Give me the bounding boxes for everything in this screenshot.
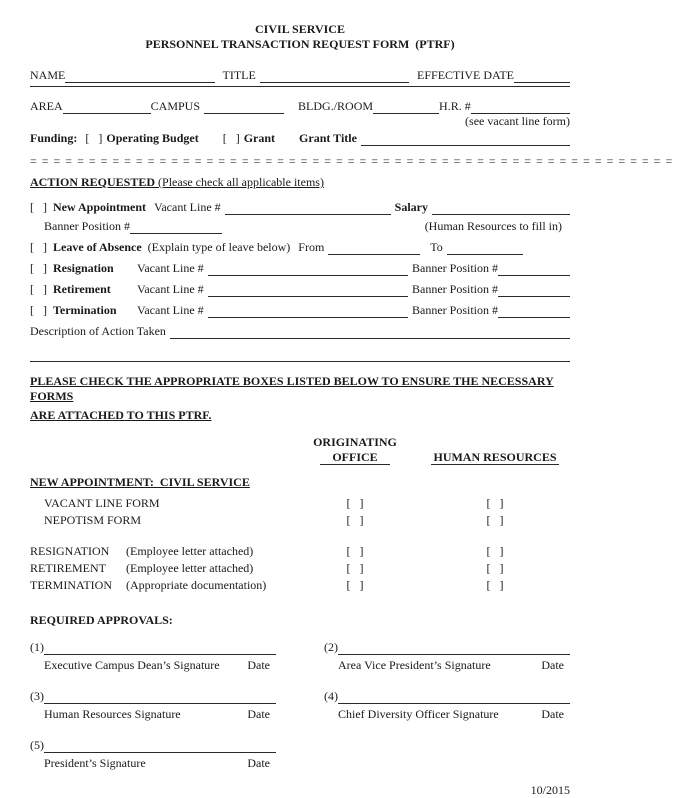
retirement-attach-row (30, 559, 570, 576)
approval-3-signature-line[interactable] (44, 691, 276, 704)
resignation-attach-label: RESIGNATION (30, 544, 110, 558)
approval-4-signature-line[interactable] (338, 691, 570, 704)
retirement-hr-checkbox[interactable]: [ ] (486, 561, 504, 575)
resignation-banner-label: Banner Position # (412, 261, 498, 275)
retirement-attach-label: RETIREMENT (30, 561, 106, 575)
header-rule (30, 86, 570, 87)
approval-4-label: Chief Diversity Officer Signature (338, 707, 499, 721)
vacant-line-form-row (30, 494, 570, 511)
grant-title-input[interactable] (361, 133, 570, 146)
operating-budget-checkbox[interactable]: [ ] (85, 131, 103, 145)
termination-vacant-line-label: Vacant Line # (137, 303, 204, 317)
approval-5-number: (5) (30, 738, 44, 752)
from-date-input[interactable] (328, 242, 420, 255)
see-vacant-note: (see vacant line form) (465, 114, 570, 128)
approval-5-date-label: Date (247, 756, 270, 770)
resignation-row (30, 261, 570, 276)
resignation-banner-input[interactable] (498, 263, 570, 276)
approval-1-signature-line[interactable] (44, 642, 276, 655)
approval-4-date-label: Date (541, 707, 564, 721)
approval-4-number: (4) (324, 689, 338, 703)
retirement-originating-checkbox[interactable]: [ ] (346, 561, 364, 575)
banner-position-label: Banner Position # (44, 219, 130, 233)
banner-position-row (30, 219, 570, 234)
form-title-line2: PERSONNEL TRANSACTION REQUEST FORM (PTRF) (145, 37, 455, 51)
resignation-checkbox[interactable]: [ ] (30, 261, 47, 275)
checkbox-header-row1 (30, 435, 570, 450)
checkbox-header-row2 (30, 450, 570, 465)
approval-3-label: Human Resources Signature (44, 707, 181, 721)
new-appointment-vacant-line-input[interactable] (225, 202, 391, 215)
grant-title-label: Grant Title (299, 131, 357, 145)
operating-budget-label: Operating Budget (106, 131, 199, 145)
new-appointment-label: New Appointment (53, 200, 147, 214)
retirement-attach-note: (Employee letter attached) (126, 561, 254, 575)
salary-label: Salary (394, 200, 428, 214)
name-title-date-row (30, 68, 570, 83)
approval-2-number: (2) (324, 640, 338, 654)
description-label: Description of Action Taken (30, 324, 166, 338)
description-row (30, 324, 570, 339)
resignation-vacant-line-input[interactable] (208, 263, 408, 276)
resignation-label: Resignation (53, 261, 114, 275)
nepotism-form-hr-checkbox[interactable]: [ ] (486, 513, 504, 527)
form-title-line1: CIVIL SERVICE (255, 22, 345, 36)
nepotism-form-label: NEPOTISM FORM (44, 513, 142, 527)
salary-input[interactable] (432, 202, 570, 215)
retirement-banner-input[interactable] (498, 284, 570, 297)
from-label: From (298, 240, 325, 254)
campus-label: CAMPUS (150, 99, 201, 113)
retirement-row (30, 282, 570, 297)
effective-date-input[interactable] (514, 70, 570, 83)
leave-of-absence-label: Leave of Absence (53, 240, 142, 254)
resignation-originating-checkbox[interactable]: [ ] (346, 544, 364, 558)
termination-vacant-line-input[interactable] (208, 305, 408, 318)
termination-attach-row (30, 576, 570, 593)
banner-position-input[interactable] (130, 221, 222, 234)
to-label: To (430, 240, 443, 254)
retirement-label: Retirement (53, 282, 111, 296)
funding-label: Funding: (30, 131, 78, 145)
area-label: AREA (30, 99, 63, 113)
action-requested-heading: ACTION REQUESTED (30, 175, 156, 189)
area-input[interactable] (63, 101, 151, 114)
retirement-vacant-line-input[interactable] (208, 284, 408, 297)
approval-3-date-label: Date (247, 707, 270, 721)
approval-1-date-label: Date (247, 658, 270, 672)
originating-office-header-line1: ORIGINATING (313, 435, 397, 449)
termination-originating-checkbox[interactable]: [ ] (346, 578, 364, 592)
human-resources-header: HUMAN RESOURCES (433, 450, 557, 464)
vacant-line-form-originating-checkbox[interactable]: [ ] (346, 496, 364, 510)
campus-input[interactable] (204, 101, 284, 114)
resignation-hr-checkbox[interactable]: [ ] (486, 544, 504, 558)
approval-1-number: (1) (30, 640, 44, 654)
approval-2-date-label: Date (541, 658, 564, 672)
action-requested-note: (Please check all applicable items) (158, 175, 324, 189)
action-requested-heading-row (30, 175, 570, 190)
vacant-line-label: Vacant Line # (154, 200, 221, 214)
approval-1-label: Executive Campus Dean’s Signature (44, 658, 220, 672)
name-label: NAME (30, 68, 66, 82)
approval-slot-1 (30, 640, 276, 673)
name-input[interactable] (65, 70, 214, 83)
leave-of-absence-row (30, 240, 570, 255)
to-date-input[interactable] (447, 242, 523, 255)
retirement-banner-label: Banner Position # (412, 282, 498, 296)
approval-3-number: (3) (30, 689, 44, 703)
leave-of-absence-checkbox[interactable]: [ ] (30, 240, 47, 254)
approvals-grid (30, 640, 570, 771)
termination-checkbox[interactable]: [ ] (30, 303, 47, 317)
description-input-line1[interactable] (170, 326, 570, 339)
effective-date-label: EFFECTIVE DATE (417, 68, 515, 82)
revision-date: 10/2015 (530, 783, 570, 797)
title-input[interactable] (260, 70, 409, 83)
approval-2-label: Area Vice President’s Signature (338, 658, 491, 672)
termination-attach-label: TERMINATION (30, 578, 112, 592)
termination-banner-input[interactable] (498, 305, 570, 318)
new-appointment-row (30, 200, 570, 215)
funding-row (30, 131, 570, 146)
nepotism-form-originating-checkbox[interactable]: [ ] (346, 513, 364, 527)
termination-label: Termination (53, 303, 117, 317)
bldg-room-label: BLDG./ROOM (298, 99, 374, 113)
nepotism-form-row (30, 511, 570, 528)
termination-hr-checkbox[interactable]: [ ] (486, 578, 504, 592)
resignation-attach-note: (Employee letter attached) (126, 544, 254, 558)
section-divider: = = = = = = = = = = = = = = = = = = = = = = = = = = = = = = = = = = = = = = = = = = = = = = = = = = = = = = = (30, 154, 673, 168)
attachment-notice-line1: PLEASE CHECK THE APPROPRIATE BOXES LISTED BELOW TO ENSURE THE NECESSARY FORMS (30, 374, 554, 403)
new-appointment-section-heading: NEW APPOINTMENT: CIVIL SERVICE (30, 475, 250, 489)
vacant-line-form-hr-checkbox[interactable]: [ ] (486, 496, 504, 510)
approval-5-label: President’s Signature (44, 756, 146, 770)
required-approvals-heading: REQUIRED APPROVALS: (30, 613, 173, 627)
description-row2 (30, 349, 570, 362)
originating-office-header-line2: OFFICE (320, 450, 389, 465)
retirement-vacant-line-label: Vacant Line # (137, 282, 204, 296)
approval-slot-4 (324, 689, 570, 722)
area-campus-row (30, 99, 570, 114)
grant-label: Grant (243, 131, 276, 145)
approval-slot-2 (324, 640, 570, 673)
attachment-notice-line2: ARE ATTACHED TO THIS PTRF. (30, 408, 212, 422)
new-appointment-checkbox[interactable]: [ ] (30, 200, 47, 214)
termination-row (30, 303, 570, 318)
termination-attach-note: (Appropriate documentation) (126, 578, 267, 592)
termination-banner-label: Banner Position # (412, 303, 498, 317)
vacant-line-form-label: VACANT LINE FORM (44, 496, 160, 510)
approval-slot-5 (30, 738, 276, 771)
approval-2-signature-line[interactable] (338, 642, 570, 655)
approval-slot-3 (30, 689, 276, 722)
hr-number-input[interactable] (471, 101, 570, 114)
retirement-checkbox[interactable]: [ ] (30, 282, 47, 296)
description-input-line2[interactable] (30, 349, 570, 362)
resignation-vacant-line-label: Vacant Line # (137, 261, 204, 275)
bldg-room-input[interactable] (373, 101, 439, 114)
hr-number-label: H.R. # (439, 99, 471, 113)
leave-explain-note: (Explain type of leave below) (147, 240, 291, 254)
approval-5-signature-line[interactable] (44, 740, 276, 753)
hr-fill-note: (Human Resources to fill in) (424, 219, 562, 233)
resignation-attach-row (30, 542, 570, 559)
grant-checkbox[interactable]: [ ] (222, 131, 240, 145)
title-label: TITLE (222, 68, 256, 82)
